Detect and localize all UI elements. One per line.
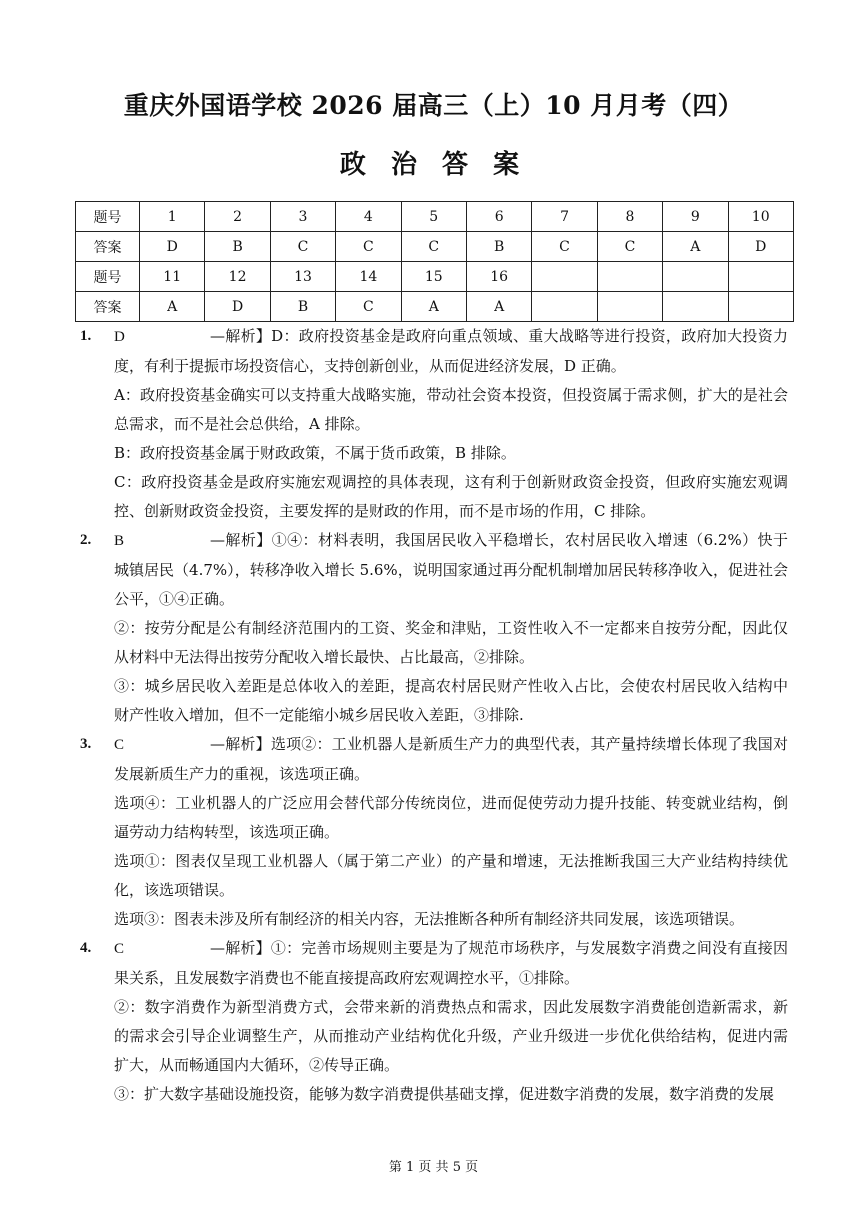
- option-analysis: B：政府投资基金属于财政政策，不属于货币政策，B 排除。: [114, 444, 516, 462]
- question-header: [80, 526, 788, 614]
- answer-table-cell: A: [140, 292, 205, 322]
- answer-table-row: [76, 262, 794, 292]
- answer-table-cell: 2: [205, 202, 270, 232]
- answer-table-cell: D: [205, 292, 270, 322]
- question-number: 3.: [80, 736, 92, 752]
- answer-table-cell: C: [336, 232, 401, 262]
- question-block: [80, 322, 788, 526]
- answer-table-row-label: 答案: [76, 292, 140, 322]
- answer-table-row: [76, 232, 794, 262]
- answer-table-cell: A: [663, 232, 728, 262]
- answer-table-cell: C: [532, 232, 597, 262]
- option-analysis: 选项①：图表仅呈现工业机器人（属于第二产业）的产量和增速，无法推断我国三大产业结构持续优化，该选项错误。: [114, 852, 788, 899]
- question-header: [80, 322, 788, 381]
- page-footer: 第 1 页 共 5 页: [388, 1160, 479, 1175]
- question-header: [80, 730, 788, 789]
- question-analysis: —解析】①：完善市场规则主要是为了规范市场秩序，与发展数字消费之间没有直接因果关系，且发展数字消费也不能直接提高政府宏观调控水平，①排除。: [114, 939, 788, 987]
- question-block: [80, 526, 788, 730]
- answer-table-cell: 1: [140, 202, 205, 232]
- question-number: 2.: [80, 532, 92, 548]
- question-number: 1.: [80, 328, 92, 344]
- answer-table-cell: C: [336, 292, 401, 322]
- answer-table-cell: [532, 292, 597, 322]
- answer-table-row-label: 答案: [76, 232, 140, 262]
- answer-table-cell: [663, 292, 728, 322]
- option-analysis: ③：城乡居民收入差距是总体收入的差距，提高农村居民财产性收入占比，会使农村居民收入结构中财产性收入增加，但不一定能缩小城乡居民收入差距，③排除.: [114, 677, 788, 724]
- answer-table-cell: 9: [663, 202, 728, 232]
- answer-table-cell: 8: [597, 202, 662, 232]
- answer-table-cell: 7: [532, 202, 597, 232]
- page-title: 重庆外国语学校 2026 届高三（上）10 月月考（四）: [123, 91, 744, 120]
- answer-table-cell: [728, 292, 793, 322]
- answer-table-cell: 5: [401, 202, 466, 232]
- answer-table-cell: [663, 262, 728, 292]
- answer-table-row-label: 题号: [76, 262, 140, 292]
- question-number: 4.: [80, 940, 92, 956]
- answer-table-cell: B: [205, 232, 270, 262]
- answer-table-cell: D: [728, 232, 793, 262]
- answer-table-cell: 14: [336, 262, 401, 292]
- question-analysis: —解析】选项②：工业机器人是新质生产力的典型代表，其产量持续增长体现了我国对发展新质生产力的重视，该选项正确。: [114, 735, 788, 783]
- option-analysis: C：政府投资基金是政府实施宏观调控的具体表现，这有利于创新财政资金投资，但政府实施宏观调控、创新财政资金投资，主要发挥的是财政的作用，而不是市场的作用，C 排除。: [114, 473, 788, 520]
- question-answer: B: [114, 533, 125, 549]
- answer-table-cell: 12: [205, 262, 270, 292]
- answer-table-cell: 13: [270, 262, 335, 292]
- option-analysis: ③：扩大数字基础设施投资，能够为数字消费提供基础支撑，促进数字消费的发展，数字消费的发展: [114, 1085, 775, 1103]
- answer-table-cell: 3: [270, 202, 335, 232]
- answer-table-cell: A: [401, 292, 466, 322]
- answer-table-cell: A: [466, 292, 531, 322]
- answer-table-cell: 15: [401, 262, 466, 292]
- question-block: [80, 934, 788, 1109]
- question-answer: D: [114, 329, 125, 345]
- answer-table: [75, 201, 794, 322]
- answer-table-cell: [597, 292, 662, 322]
- answer-table-cell: 16: [466, 262, 531, 292]
- answer-table-cell: D: [140, 232, 205, 262]
- option-analysis: 选项③：图表未涉及所有制经济的相关内容，无法推断各种所有制经济共同发展，该选项错误。: [114, 910, 745, 928]
- answer-table-row: [76, 202, 794, 232]
- question-block: [80, 730, 788, 934]
- answer-table-cell: [532, 262, 597, 292]
- option-analysis: ②：数字消费作为新型消费方式，会带来新的消费热点和需求，因此发展数字消费能创造新需求，新的需求会引导企业调整生产，从而推动产业结构优化升级，产业升级进一步优化供给结构，促进内需扩大，从而畅通国内大循环，②传导正确。: [114, 998, 788, 1074]
- option-analysis: 选项④：工业机器人的广泛应用会替代部分传统岗位，进而促使劳动力提升技能、转变就业结构，倒逼劳动力结构转型，该选项正确。: [114, 794, 788, 841]
- explanations: [80, 322, 788, 1109]
- page-subtitle: 政 治 答 案: [339, 150, 528, 180]
- option-analysis: A：政府投资基金确实可以支持重大战略实施，带动社会资本投资，但投资属于需求侧，扩大的是社会总需求，而不是社会总供给，A 排除。: [114, 386, 788, 433]
- answer-table-cell: C: [401, 232, 466, 262]
- answer-table-row: [76, 292, 794, 322]
- question-answer: C: [114, 941, 125, 957]
- answer-table-cell: C: [270, 232, 335, 262]
- answer-table-cell: C: [597, 232, 662, 262]
- option-analysis: ②：按劳分配是公有制经济范围内的工资、奖金和津贴，工资性收入不一定都来自按劳分配，因此仅从材料中无法得出按劳分配收入增长最快、占比最高，②排除。: [114, 619, 788, 666]
- answer-table-cell: B: [270, 292, 335, 322]
- answer-table-row-label: 题号: [76, 202, 140, 232]
- answer-table-cell: 11: [140, 262, 205, 292]
- answer-table-cell: 10: [728, 202, 793, 232]
- question-header: [80, 934, 788, 993]
- question-answer: C: [114, 737, 125, 753]
- question-analysis: —解析】D：政府投资基金是政府向重点领域、重大战略等进行投资，政府加大投资力度，有利于提振市场投资信心，支持创新创业，从而促进经济发展，D 正确。: [114, 327, 788, 375]
- question-analysis: —解析】①④：材料表明，我国居民收入平稳增长，农村居民收入增速（6.2%）快于城镇居民（4.7%），转移净收入增长 5.6%，说明国家通过再分配机制增加居民转移净收入，促进社会公平，①④正确。: [114, 531, 788, 608]
- answer-table-cell: [597, 262, 662, 292]
- answer-table-cell: 6: [466, 202, 531, 232]
- answer-table-cell: B: [466, 232, 531, 262]
- answer-table-cell: 4: [336, 202, 401, 232]
- answer-table-cell: [728, 262, 793, 292]
